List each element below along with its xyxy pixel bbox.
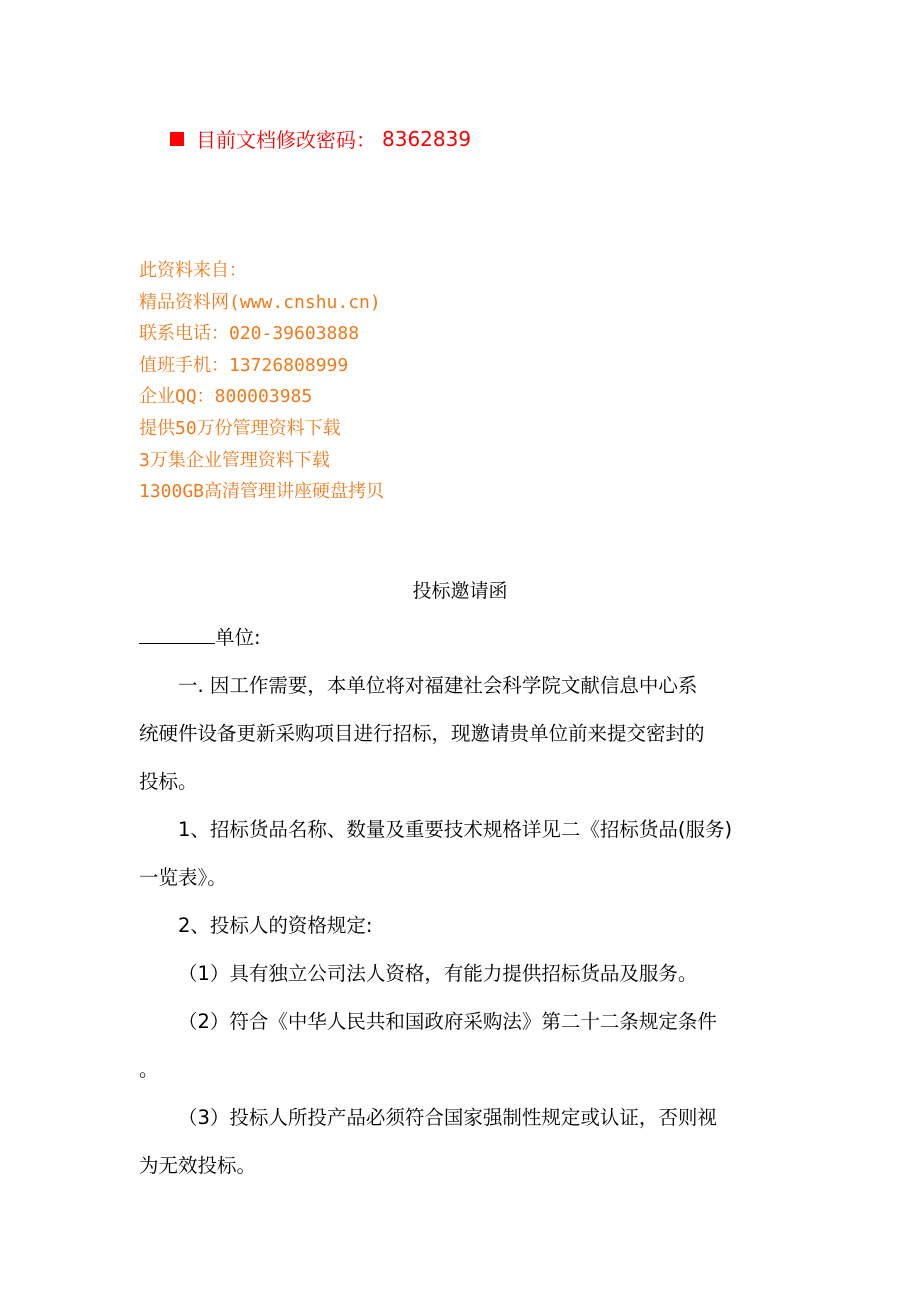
paragraph-2-line-2: 一览表》。 [139,866,227,889]
paragraph-3: 2、投标人的资格规定: [178,914,373,937]
password-notice [170,124,471,153]
addressee-suffix: 单位: [215,626,261,649]
document-title: 投标邀请函 [412,580,508,602]
source-line: 联系电话：020-39603888 [139,323,360,345]
source-line: 值班手机：13726808999 [139,354,349,376]
source-info [139,255,384,508]
source-line: 3万集企业管理资料下载 [139,449,330,471]
source-line: 企业QQ：800003985 [139,386,313,408]
addressee-line [139,614,779,662]
paragraph-1-line-2: 统硬件设备更新采购项目进行招标，现邀请贵单位前来提交密封的 [139,722,705,745]
document-body [139,614,779,1190]
paragraph-1-line-3: 投标。 [139,770,198,793]
password-label: 目前文档修改密码： [196,128,376,152]
source-line: 此资料来自： [139,260,247,281]
paragraph-6-line-2: 为无效投标。 [139,1154,257,1177]
source-line: 精品资料网(www.cnshu.cn) [139,291,381,313]
red-square-icon [170,132,184,146]
paragraph-5-line-2: 。 [139,1058,159,1081]
password-code: 8362839 [382,126,472,151]
addressee-blank [139,623,215,644]
paragraph-5-line-1: （2）符合《中华人民共和国政府采购法》第二十二条规定条件 [178,1010,717,1033]
source-line: 1300GB高清管理讲座硬盘拷贝 [139,481,385,503]
paragraph-6-line-1: （3）投标人所投产品必须符合国家强制性规定或认证，否则视 [178,1106,717,1129]
paragraph-1-line-1: 一. 因工作需要，本单位将对福建社会科学院文献信息中心系 [178,674,698,697]
paragraph-4: （1）具有独立公司法人资格，有能力提供招标货品及服务。 [178,962,698,985]
source-line: 提供50万份管理资料下载 [139,417,341,439]
paragraph-2-line-1: 1、招标货品名称、数量及重要技术规格详见二《招标货品(服务) [178,818,733,841]
